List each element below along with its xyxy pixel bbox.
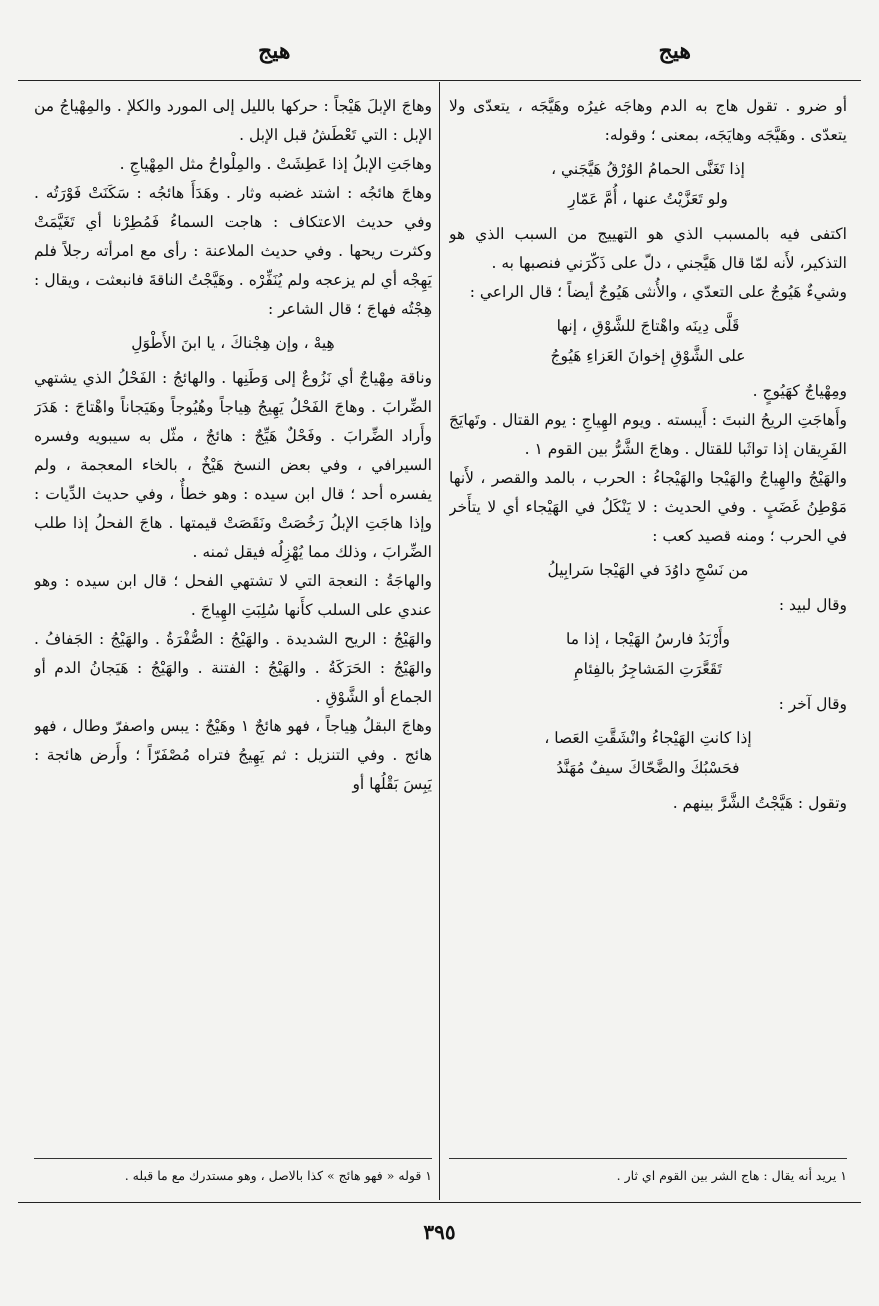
- paragraph: وقال آخر :: [778, 695, 847, 713]
- header-divider: [18, 80, 861, 81]
- verse-line: وأَرْبَدُ فارسُ الهَيْجا ، إذا ما: [565, 630, 731, 648]
- running-header-right: هيج: [658, 38, 691, 64]
- verse: [34, 328, 432, 358]
- paragraph: ومِهْياجٌ كهَيُوجٍ .: [752, 382, 847, 400]
- page-number: ٣٩٥: [423, 1220, 456, 1244]
- column-divider: [439, 82, 440, 1200]
- verse-line: هِيهْ ، وإن هِجْناكَ ، يا ابنَ الأَطْوَلِ: [131, 334, 335, 352]
- verse: [449, 311, 847, 371]
- verse-line: فحَسْبُكَ والضَّحّاكَ سيفٌ مُهَنَّدُ: [556, 759, 740, 777]
- right-column: [449, 92, 847, 1152]
- footnote-divider: [34, 1158, 432, 1159]
- verse: [449, 624, 847, 684]
- paragraph: والهَيْجُ والهِياجُ والهَيْجا والهَيْجاءُ : الحرب ، بالمد والقصر ، لأَنها مَوْطِنُ غَضَبٍ . وفي الحديث : لا يَنْكَلُ في الهَيْجاء أي لا يتأَخر في الحرب ؛ ومنه قصيد كعب :: [449, 469, 847, 545]
- verse-line: على الشَّوْقِ إخوانَ العَزاءِ هَيُوجُ: [550, 347, 746, 365]
- verse-line: قَلَّى دِينَه واهْتاجَ للشَّوْقِ ، إنها: [556, 317, 740, 335]
- footnote-divider: [449, 1158, 847, 1159]
- paragraph: وشيءٌ هَيُوجٌ على التعدّي ، والأُنثى هَيُوجٌ أيضاً ؛ قال الراعي :: [469, 283, 847, 301]
- verse-line: تَقَعَّرَتِ المَشاجِرُ بالفِئامِ: [574, 660, 722, 678]
- paragraph: أو ضرو . تقول هاج به الدم وهاجَه غيرُه وهَيَّجَه ، يتعدّى ولا يتعدّى . وهَيَّجَه وهايَجَه، بمعنى ؛ وقوله:: [449, 97, 847, 144]
- footnote-left: ١ قوله « فهو هائج » كذا بالاصل ، وهو مستدرك مع ما قبله .: [124, 1168, 432, 1183]
- verse: [449, 154, 847, 214]
- paragraph: والهاجَةُ : النعجة التي لا تشتهي الفحل ؛ قال ابن سيده : وهو عندي على السلب كأَنها سُلِبَتِ الهِياجَ .: [34, 572, 432, 619]
- bottom-divider: [18, 1202, 861, 1203]
- paragraph: وناقة مِهْياجٌ أي نَزُوعٌ إلى وَطَنِها . والهائجُ : الفَحْلُ الذي يشتهي الضِّرابَ . وهاجَ الفَحْلُ يَهِيجُ هِياجاً وهُيُوجاً وهَيَجاناً واهْتاجَ : هَدَرَ وأَراد الضِّرابَ . وفَحْلٌ هَيِّجٌ : هائجٌ ، مثّل به سيبويه وفسره السيرافي ، وفي بعض النسخ هَيْخٌ ، بالخاء المعجمة ، ولم يفسره أحد ؛ قال ابن سيده : وهو خطأٌ ، وفي حديث الدِّيات : وإذا هاجَتِ الإبلُ رَخُصَتْ ونَقَصَتْ قيمتها . هاجَ الفحلُ إذا طلب الضِّرابَ ، وذلك مما يُهْزِلُه فيقل ثمنه .: [34, 369, 432, 561]
- verse-line: إذا كانتِ الهَيْجاءُ وانْشَقَّتِ العَصا ،: [544, 729, 752, 747]
- paragraph: اكتفى فيه بالمسبب الذي هو التهييج من السبب الذي هو التذكير، لأَنه لمّا قال هَيَّجني ، دلّ على ذَكّرَني فنصبها به .: [449, 225, 847, 272]
- verse-line: ولو تَعَزَّيْتُ عنها ، أُمَّ عَمّارِ: [568, 190, 728, 208]
- paragraph: وتقول : هَيَّجْتُ الشَّرَّ بينهم .: [672, 794, 847, 812]
- paragraph: والهَيْجُ : الريح الشديدة . والهَيْجُ : الصُّفْرَةُ . والهَيْجُ : الجَفافُ . والهَيْجُ : الحَرَكَةُ . والهَيْجُ : الفتنة . والهَيْجُ : هَيَجانُ الدم أو الجماع أو الشَّوْقِ .: [34, 630, 432, 706]
- paragraph: وأَهاجَتِ الريحُ النبتَ : أَيبسته . ويوم الهِياجِ : يوم القتال . وتَهايَجَ الفَرِيقان إذا تواثَبا للقتال . وهاجَ الشَّرُّ بين القوم ١ .: [449, 411, 847, 458]
- paragraph: وهاجَ الإبلَ هَيْجاً : حركها بالليل إلى المورد والكلإ . والمِهْياجُ من الإبل : التي تَعْطَشُ قبل الإبل .: [34, 97, 432, 144]
- paragraph: وهاجَ البقلُ هِياجاً ، فهو هائجٌ ١ وهَيْجٌ : يبس واصفرّ وطال ، فهو هائج . وفي التنزيل : ثم يَهِيجُ فتراه مُصْفَرّاً ؛ وأَرض هائجة : يَبِسَ بَقْلُها أو: [34, 717, 432, 793]
- verse: [449, 723, 847, 783]
- paragraph: وقال لبيد :: [778, 596, 847, 614]
- verse-line: من نَسْجِ داوُدَ في الهَيْجا سَرابِيلُ: [547, 561, 749, 579]
- left-column: [34, 92, 432, 1152]
- verse: [449, 555, 847, 585]
- paragraph: وهاجَ هائجُه : اشتد غضبه وثار . وهَدَأَ هائجُه : سَكَنَتْ فَوْرَتُه . وفي حديث الاعتكاف : هاجت السماءُ فَمُطِرْنا أي تَغَيَّمَتْ وكثرت ريحها . وفي حديث الملاعنة : رأى مع امرأته رجلاً فلم يَهِجْه أي لم يزعجه ولم يُنَفِّرْه . وهَيَّجْتُ الناقةَ فانبعثت ، ويقال : هِجْتُه فهاجَ ؛ قال الشاعر :: [34, 184, 432, 318]
- footnote-right: ١ يريد أنه يقال : هاج الشر بين القوم اي ثار .: [616, 1168, 847, 1183]
- verse-line: إذا تَغَنَّى الحمامُ الوُرْقُ هَيَّجَني ،: [551, 160, 745, 178]
- running-header-left: هيج: [258, 38, 291, 64]
- paragraph: وهاجَتِ الإبلُ إذا عَطِشَتْ . والمِلْواحُ مثل المِهْياجِ .: [119, 155, 432, 173]
